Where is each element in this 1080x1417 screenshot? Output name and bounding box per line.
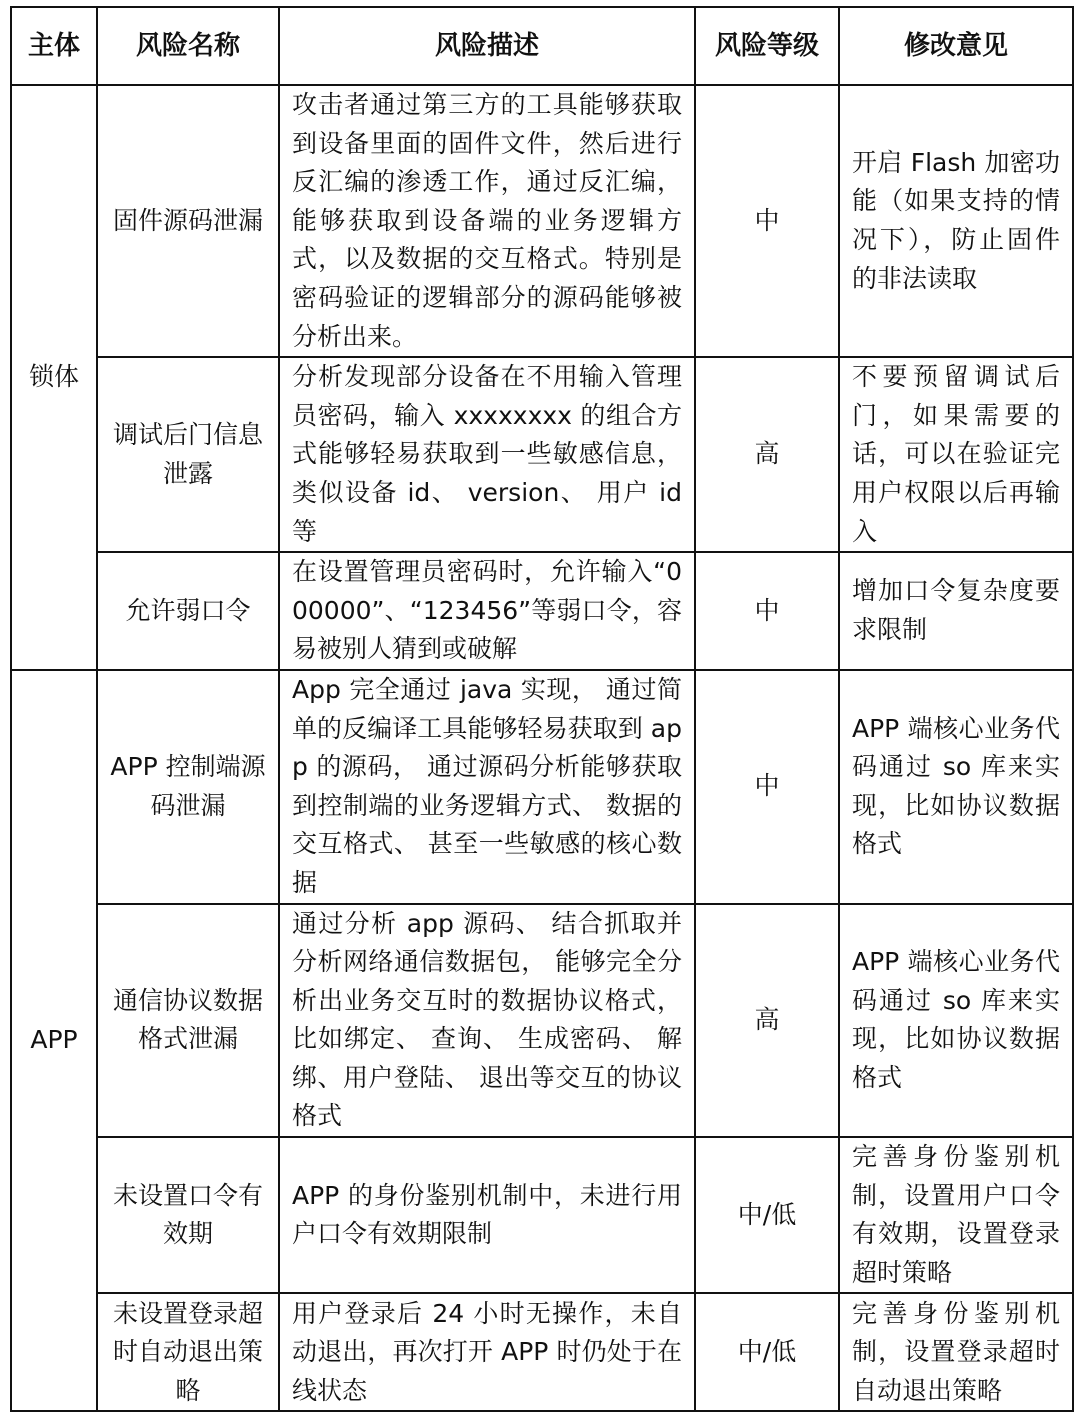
- risk-name-cell: 未设置口令有效期: [97, 1137, 279, 1293]
- advice-cell: 增加口令复杂度要求限制: [839, 552, 1073, 670]
- risk-level-cell: 中: [695, 552, 839, 670]
- risk-description-cell: 攻击者通过第三方的工具能够获取到设备里面的固件文件，然后进行反汇编的渗透工作，通过反汇编，能够获取到设备端的业务逻辑方式，以及数据的交互格式。特别是密码验证的逻辑部分的源码能够被分析出来。: [279, 85, 695, 357]
- risk-level-cell: 中/低: [695, 1293, 839, 1411]
- risk-name-cell: 通信协议数据格式泄漏: [97, 904, 279, 1138]
- risk-level-cell: 高: [695, 357, 839, 552]
- risk-description-cell: 在设置管理员密码时，允许输入“000000”、“123456”等弱口令，容易被别人猜到或破解: [279, 552, 695, 670]
- risk-level-cell: 高: [695, 904, 839, 1138]
- advice-cell: APP 端核心业务代码通过 so 库来实现，比如协议数据格式: [839, 670, 1073, 904]
- risk-description-cell: 通过分析 app 源码、 结合抓取并分析网络通信数据包， 能够完全分析出业务交互时的数据协议格式， 比如绑定、 查询、 生成密码、 解绑、用户登陆、 退出等交互的协议格式: [279, 904, 695, 1138]
- risk-description-cell: 用户登录后 24 小时无操作，未自动退出，再次打开 APP 时仍处于在线状态: [279, 1293, 695, 1411]
- table-row: [11, 85, 1073, 357]
- risk-level-cell: 中/低: [695, 1137, 839, 1293]
- risk-name-cell: 未设置登录超时自动退出策略: [97, 1293, 279, 1411]
- table-row: [11, 1293, 1073, 1411]
- header-advice: 修改意见: [839, 7, 1073, 85]
- risk-table: [10, 6, 1074, 1412]
- table-row: [11, 357, 1073, 552]
- subject-cell: APP: [11, 670, 97, 1412]
- header-risk-name: 风险名称: [97, 7, 279, 85]
- advice-cell: 完善身份鉴别机制，设置登录超时自动退出策略: [839, 1293, 1073, 1411]
- table-row: [11, 1137, 1073, 1293]
- table-row: [11, 552, 1073, 670]
- header-subject: 主体: [11, 7, 97, 85]
- table-row: [11, 670, 1073, 904]
- risk-name-cell: 固件源码泄漏: [97, 85, 279, 357]
- risk-description-cell: App 完全通过 java 实现， 通过简单的反编译工具能够轻易获取到 app 的源码， 通过源码分析能够获取到控制端的业务逻辑方式、 数据的交互格式、 甚至一些敏感的核心数据: [279, 670, 695, 904]
- risk-description-cell: APP 的身份鉴别机制中，未进行用户口令有效期限制: [279, 1137, 695, 1293]
- risk-description-cell: 分析发现部分设备在不用输入管理员密码，输入 xxxxxxxx 的组合方式能够轻易获取到一些敏感信息， 类似设备 id、 version、 用户 id 等: [279, 357, 695, 552]
- table-row: [11, 904, 1073, 1138]
- advice-cell: APP 端核心业务代码通过 so 库来实现，比如协议数据格式: [839, 904, 1073, 1138]
- risk-level-cell: 中: [695, 85, 839, 357]
- risk-name-cell: 调试后门信息泄露: [97, 357, 279, 552]
- advice-cell: 开启 Flash 加密功能（如果支持的情况下），防止固件的非法读取: [839, 85, 1073, 357]
- subject-cell: 锁体: [11, 85, 97, 670]
- header-row: [11, 7, 1073, 85]
- risk-name-cell: 允许弱口令: [97, 552, 279, 670]
- header-risk-level: 风险等级: [695, 7, 839, 85]
- header-risk-description: 风险描述: [279, 7, 695, 85]
- advice-cell: 不要预留调试后门，如果需要的话，可以在验证完用户权限以后再输入: [839, 357, 1073, 552]
- risk-name-cell: APP 控制端源码泄漏: [97, 670, 279, 904]
- risk-level-cell: 中: [695, 670, 839, 904]
- advice-cell: 完善身份鉴别机制，设置用户口令有效期，设置登录超时策略: [839, 1137, 1073, 1293]
